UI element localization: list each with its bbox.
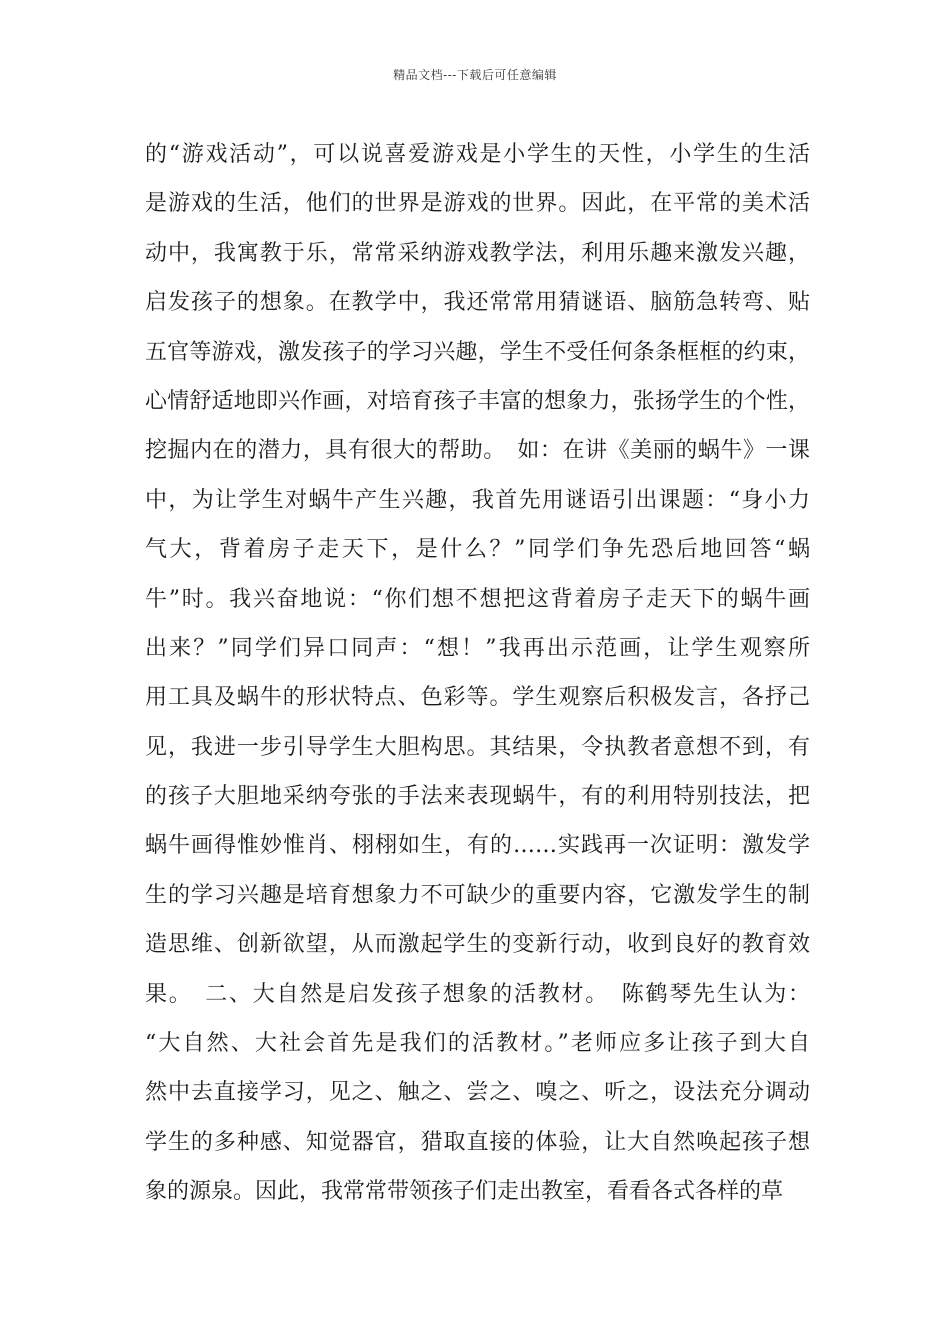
text-line: 的孩子大胆地采纳夸张的手法来表现蜗牛，有的利用特别技法，把	[145, 784, 810, 810]
text-line: 牛”时。我兴奋地说：“你们想不想把这背着房子走天下的蜗牛画	[145, 586, 810, 612]
text-line: 挖掘内在的潜力，具有很大的帮助。 如：在讲《美丽的蜗牛》一课	[145, 438, 810, 464]
text-line: 然中去直接学习，见之、触之、尝之、嗅之、听之，设法充分调动	[145, 1080, 810, 1106]
text-line: 中，为让学生对蜗牛产生兴趣，我首先用谜语引出课题：“身小力	[145, 487, 810, 513]
text-line: 气大，背着房子走天下，是什么？”同学们争先恐后地回答“蜗	[145, 537, 810, 563]
text-line: 的“游戏活动”，可以说喜爱游戏是小学生的天性，小学生的生活	[145, 142, 810, 167]
text-line: 蜗牛画得惟妙惟肖、栩栩如生，有的……实践再一次证明：激发学	[145, 833, 810, 859]
text-line: 动中，我寓教于乐，常常采纳游戏教学法，利用乐趣来激发兴趣，	[145, 240, 810, 266]
body-paragraph	[145, 130, 810, 1217]
text-line: “大自然、大社会首先是我们的活教材。”老师应多让孩子到大自	[145, 1031, 810, 1057]
text-line: 见，我进一步引导学生大胆构思。其结果，令执教者意想不到，有	[145, 734, 810, 760]
text-line: 造思维、创新欲望，从而激起学生的变新行动，收到良好的教育效	[145, 932, 810, 958]
page-header: 精品文档---下载后可任意编辑	[393, 68, 557, 82]
text-line: 是游戏的生活，他们的世界是游戏的世界。因此，在平常的美术活	[145, 191, 810, 217]
text-line: 用工具及蜗牛的形状特点、色彩等。学生观察后积极发言，各抒己	[145, 685, 810, 711]
text-line: 象的源泉。因此，我常常带领孩子们走出教室，看看各式各样的草	[145, 1179, 784, 1205]
text-line: 出来？”同学们异口同声：“想！”我再出示范画，让学生观察所	[145, 635, 810, 661]
text-line: 心情舒适地即兴作画，对培育孩子丰富的想象力，张扬学生的个性，	[145, 388, 810, 414]
text-line: 生的学习兴趣是培育想象力不可缺少的重要内容，它激发学生的制	[145, 882, 810, 908]
text-line: 学生的多种感、知觉器官，猎取直接的体验，让大自然唤起孩子想	[145, 1129, 810, 1155]
text-line: 启发孩子的想象。在教学中，我还常常用猜谜语、脑筋急转弯、贴	[145, 290, 810, 316]
text-line: 果。 二、大自然是启发孩子想象的活教材。 陈鹤琴先生认为：	[145, 981, 810, 1007]
text-line: 五官等游戏，激发孩子的学习兴趣，学生不受任何条条框框的约束，	[145, 339, 810, 365]
